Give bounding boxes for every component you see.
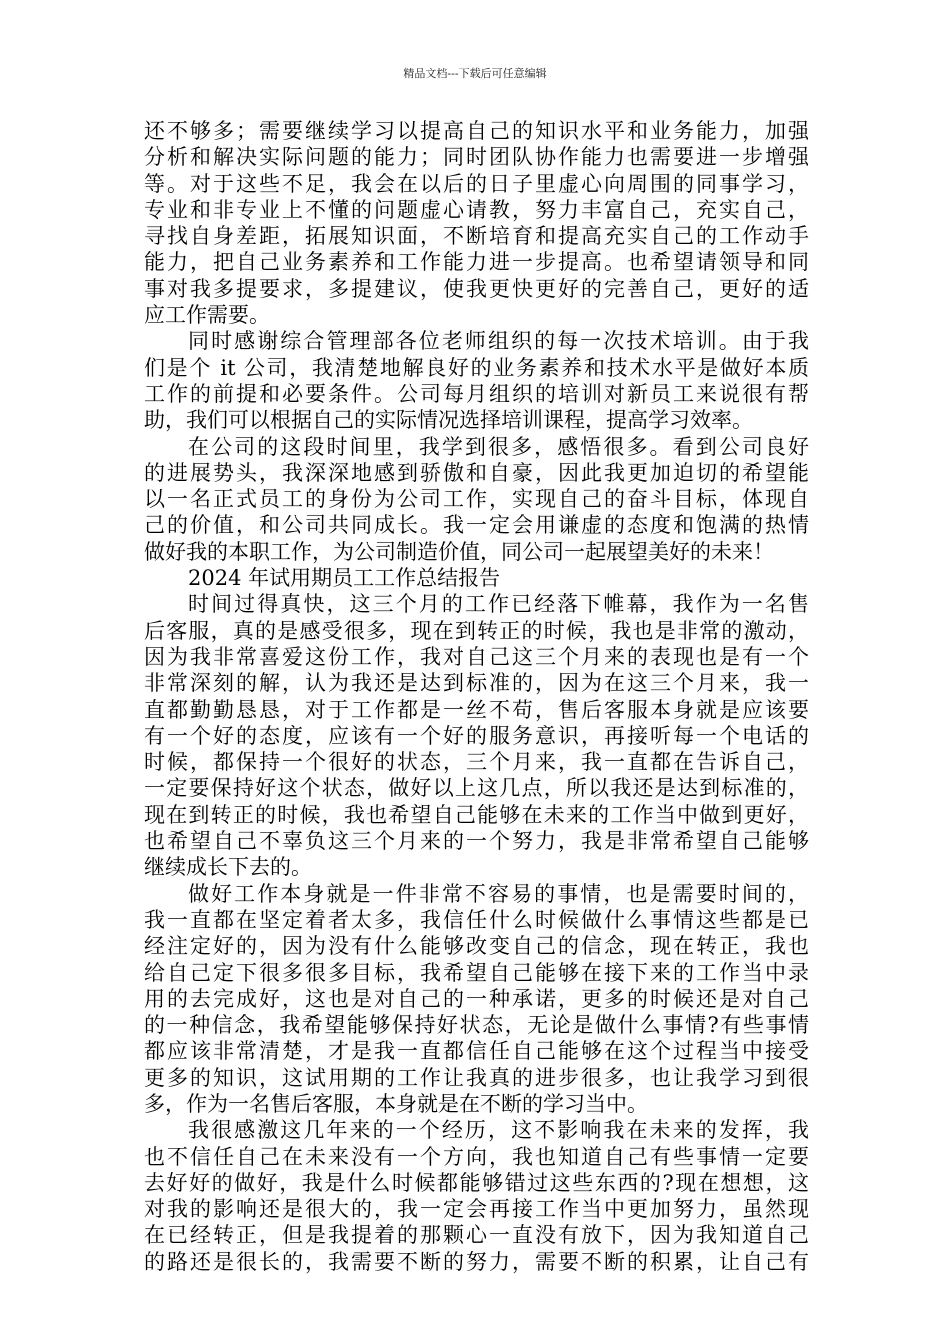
- paragraph: [144, 118, 809, 328]
- text-line: 现在到转正的时候，我也希望自己能够在未来的工作当中做到更好，: [144, 802, 809, 827]
- text-line: 也不信任自己在未来没有一个方向，我也知道自己有些事情一定要: [144, 1144, 809, 1169]
- text-line: 助，我们可以根据自己的实际情况选择培训课程，提高学习效率。: [144, 408, 753, 433]
- text-line: 在已经转正，但是我提着的那颗心一直没有放下，因为我知道自己: [144, 1223, 809, 1248]
- text-line: 时间过得真快，这三个月的工作已经落下帷幕，我作为一名售: [188, 592, 809, 617]
- text-line: 还不够多；需要继续学习以提高自己的知识水平和业务能力，加强: [144, 119, 809, 143]
- text-line: 非常深刻的解，认为我还是达到标准的，因为在这三个月来，我一: [144, 671, 809, 696]
- text-line: 的进展势头，我深深地感到骄傲和自豪，因此我更加迫切的希望能: [144, 460, 809, 485]
- text-line: 己的价值，和公司共同成长。我一定会用谦虚的态度和饱满的热情: [144, 513, 809, 538]
- text-line: 都应该非常清楚，才是我一直都信任自己能够在这个过程当中接受: [144, 1039, 809, 1064]
- paragraph: [144, 591, 809, 880]
- text-line: 们是个 it 公司，我清楚地解良好的业务素养和技术水平是做好本质: [144, 355, 809, 380]
- text-line: 我很感激这几年来的一个经历，这不影响我在未来的发挥，我: [188, 1118, 809, 1143]
- text-line: 以一名正式员工的身份为公司工作，实现自己的奋斗目标，体现自: [144, 487, 809, 512]
- paragraph: [144, 1117, 809, 1275]
- text-line: 同时感谢综合管理部各位老师组织的每一次技术培训。由于我: [188, 329, 809, 354]
- paragraph: [144, 881, 809, 1118]
- text-line: 直都勤勤恳恳，对于工作都是一丝不苟，售后客服本身就是应该要: [144, 697, 809, 722]
- text-line: 我一直都在坚定着者太多，我信任什么时候做什么事情这些都是已: [144, 907, 809, 932]
- text-line: 2024 年试用期员工工作总结报告: [188, 566, 501, 591]
- text-line: 经注定好的，因为没有什么能够改变自己的信念，现在转正，我也: [144, 934, 809, 959]
- text-line: 等。对于这些不足，我会在以后的日子里虚心向周围的同事学习，: [144, 171, 809, 196]
- text-line: 事对我多提要求，多提建议，使我更快更好的完善自己，更好的适: [144, 276, 809, 301]
- text-line: 专业和非专业上不懂的问题虚心请教，努力丰富自己，充实自己，: [144, 197, 809, 222]
- text-line: 工作的前提和必要条件。公司每月组织的培训对新员工来说很有帮: [144, 381, 809, 406]
- text-line: 用的去完成好，这也是对自己的一种承诺，更多的时候还是对自己: [144, 986, 809, 1011]
- paragraph: [144, 434, 809, 565]
- page-header: 精品文档---下载后可任意编辑: [403, 67, 547, 80]
- text-line: 对我的影响还是很大的，我一定会再接工作当中更加努力，虽然现: [144, 1197, 809, 1222]
- text-line: 寻找自身差距，拓展知识面，不断培育和提高充实自己的工作动手: [144, 224, 809, 249]
- text-line: 去好好的做好，我是什么时候都能够错过这些东西的?现在想想，这: [144, 1170, 809, 1195]
- document-body: [144, 118, 809, 1275]
- text-line: 能力，把自己业务素养和工作能力进一步提高。也希望请领导和同: [144, 250, 809, 275]
- text-line: 继续成长下去的。: [144, 855, 312, 880]
- text-line: 的一种信念，我希望能够保持好状态，无论是做什么事情?有些事情: [144, 1013, 809, 1038]
- text-line: 因为我非常喜爱这份工作，我对自己这三个月来的表现也是有一个: [144, 644, 809, 669]
- text-line: 后客服，真的是感受很多，现在到转正的时候，我也是非常的激动，: [144, 618, 809, 643]
- text-line: 做好工作本身就是一件非常不容易的事情，也是需要时间的，: [188, 881, 809, 906]
- text-line: 做好我的本职工作，为公司制造价值，同公司一起展望美好的未来！: [144, 539, 774, 564]
- paragraph: [144, 328, 809, 433]
- text-line: 的路还是很长的，我需要不断的努力，需要不断的积累，让自己有: [144, 1249, 809, 1274]
- text-line: 一定要保持好这个状态，做好以上这几点，所以我还是达到标准的，: [144, 776, 809, 801]
- paragraph: [144, 565, 809, 591]
- text-line: 多，作为一名售后客服，本身就是在不断的学习当中。: [144, 1091, 648, 1116]
- text-line: 时候，都保持一个很好的状态，三个月来，我一直都在告诉自己，: [144, 750, 809, 775]
- text-line: 分析和解决实际问题的能力；同时团队协作能力也需要进一步增强: [144, 145, 809, 170]
- text-line: 应工作需要。: [144, 303, 270, 328]
- text-line: 在公司的这段时间里，我学到很多，感悟很多。看到公司良好: [188, 434, 809, 459]
- text-line: 有一个好的态度，应该有一个好的服务意识，再接听每一个电话的: [144, 723, 809, 748]
- text-line: 也希望自己不辜负这三个月来的一个努力，我是非常希望自己能够: [144, 829, 809, 854]
- text-line: 更多的知识，这试用期的工作让我真的进步很多，也让我学习到很: [144, 1065, 809, 1090]
- text-line: 给自己定下很多很多目标，我希望自己能够在接下来的工作当中录: [144, 960, 809, 985]
